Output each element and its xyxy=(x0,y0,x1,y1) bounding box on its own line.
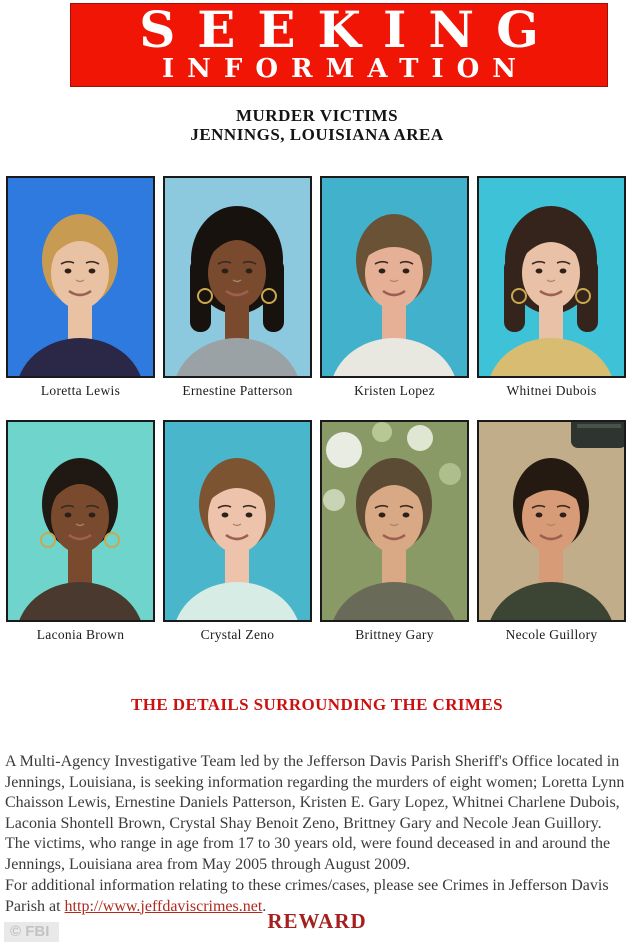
seeking-information-banner xyxy=(70,0,608,87)
victim-name: Necole Guillory xyxy=(505,627,598,642)
details-paragraph: A Multi-Agency Investigative Team led by the Jefferson Davis Parish Sheriff's Office located in Jennings, Louisiana, is seeking information regarding the murders of eight women; Loretta Lynn Chaisson Lewis, Ernestine Daniels Patterson, Kristen E. Gary Lopez, Whitnei Charlene Dubois, Laconia Shontell Brown, Crystal Shay Benoit Zeno, Brittney Gary and Necole Jean Guillory. The victims, who range in age from 17 to 30 years old, were found deceased in and around the Jennings, Louisiana area from May 2005 through August 2009. xyxy=(5,753,625,873)
victim-name: Kristen Lopez xyxy=(354,383,435,398)
victim-cell xyxy=(6,176,155,398)
victim-name: Laconia Brown xyxy=(36,627,125,642)
victim-photo xyxy=(477,176,626,378)
subtitle-location: JENNINGS, LOUISIANA AREA xyxy=(190,125,444,144)
poster-subtitle xyxy=(0,106,634,144)
details-heading: THE DETAILS SURROUNDING THE CRIMES xyxy=(131,695,503,714)
jeffdaviscrimes-link[interactable]: http://www.jeffdaviscrimes.net xyxy=(64,897,263,915)
victim-photo xyxy=(163,420,312,622)
victim-cell xyxy=(163,176,312,398)
victim-cell xyxy=(163,420,312,642)
victim-name: Crystal Zeno xyxy=(200,627,275,642)
victim-cell xyxy=(477,420,626,642)
victim-name: Brittney Gary xyxy=(355,627,434,642)
victim-photo xyxy=(163,176,312,378)
photo-row-2 xyxy=(6,420,626,642)
victim-cell xyxy=(320,420,469,642)
victim-photo xyxy=(6,420,155,622)
victim-photo xyxy=(6,176,155,378)
victim-photo xyxy=(477,420,626,622)
subtitle-murder-victims: MURDER VICTIMS xyxy=(235,106,399,125)
victim-name: Ernestine Patterson xyxy=(182,383,293,398)
victim-photo xyxy=(320,420,469,622)
victim-cell xyxy=(477,176,626,398)
fbi-copyright-watermark: © FBI xyxy=(4,922,59,942)
reward-heading: REWARD xyxy=(267,909,367,933)
banner-title-seeking: SEEKING xyxy=(139,0,561,59)
victim-cell xyxy=(6,420,155,642)
additional-info-period: . xyxy=(262,897,267,915)
victim-photo xyxy=(320,176,469,378)
photo-row-1 xyxy=(6,176,626,398)
banner-title-information: INFORMATION xyxy=(161,54,530,84)
victim-cell xyxy=(320,176,469,398)
victim-name: Loretta Lewis xyxy=(40,383,121,398)
victim-name: Whitnei Dubois xyxy=(506,383,597,398)
additional-info-text: For additional information relating to these crimes/cases, please see Crimes in Jefferson Davis Parish at xyxy=(5,877,609,915)
